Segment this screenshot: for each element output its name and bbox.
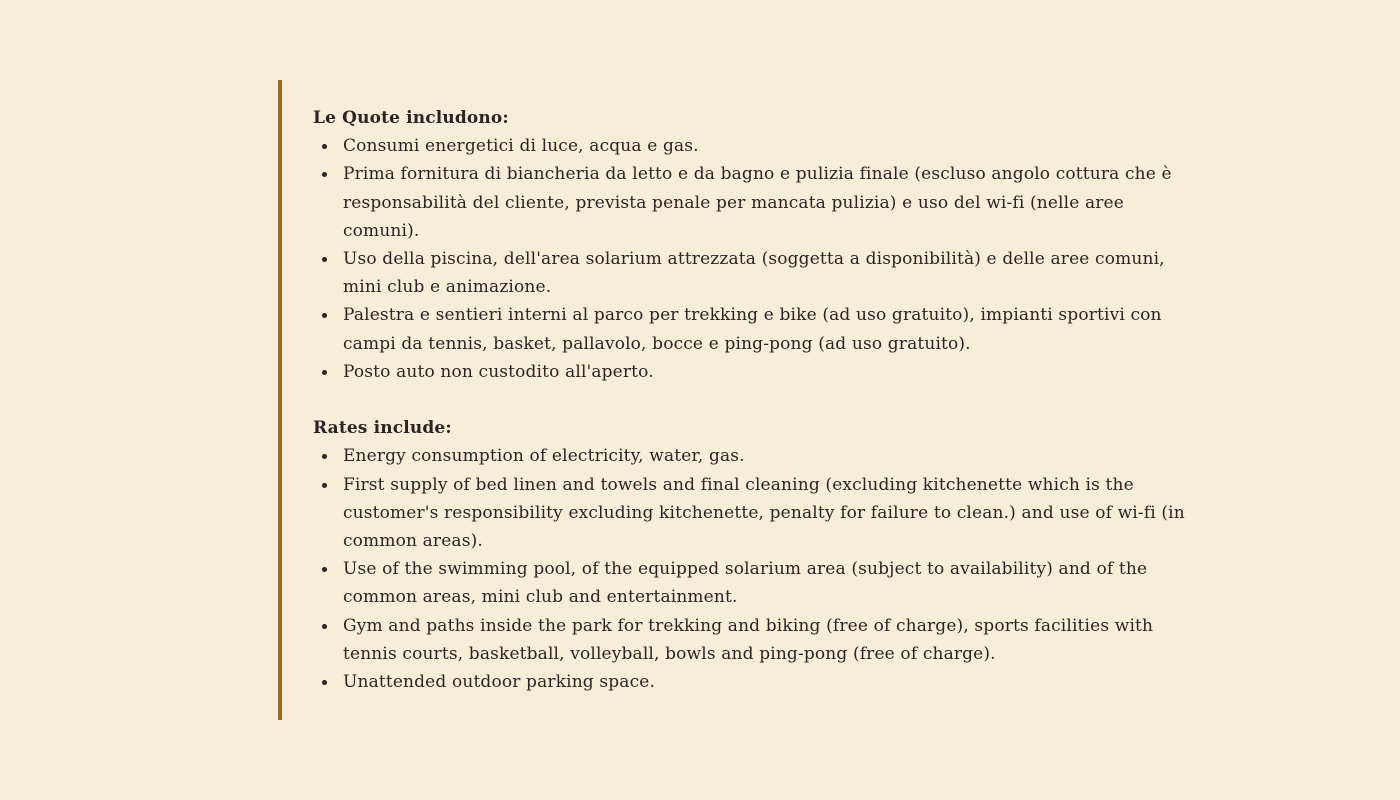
rates-panel <box>278 80 1198 720</box>
list-item <box>313 668 1193 696</box>
list-item-text: First supply of bed linen and towels and final cleaning (excluding kitchenette which is the customer's responsibility excluding kitchenette, penalty for failure to clean.) and use of wi-fi (in common areas). <box>343 474 1185 552</box>
list-item <box>313 160 1193 245</box>
rates-content <box>313 104 1193 696</box>
bullet-icon <box>322 313 327 318</box>
list-item <box>313 132 1193 160</box>
list-item-text: Gym and paths inside the park for trekking and biking (free of charge), sports facilities with tennis courts, basketball, volleyball, bowls and ping-pong (free of charge). <box>343 615 1154 664</box>
list-item <box>313 612 1193 668</box>
list-item <box>313 442 1193 470</box>
list-item-text: Palestra e sentieri interni al parco per trekking e bike (ad uso gratuito), impianti sportivi con campi da tennis, basket, pallavolo, bocce e ping-pong (ad uso gratuito). <box>343 305 1162 354</box>
bullet-icon <box>322 257 327 262</box>
list-item-text: Prima fornitura di biancheria da letto e da bagno e pulizia finale (escluso angolo cottura che è responsabilità del cliente, prevista penale per mancata pulizia) e uso del wi-fi (nelle aree comuni). <box>343 164 1172 241</box>
list-item-text: Uso della piscina, dell'area solarium attrezzata (soggetta a disponibilità) e delle aree comuni, mini club e animazione. <box>343 249 1165 298</box>
list-item-text: Use of the swimming pool, of the equipped solarium area (subject to availability) and of the common areas, mini club and entertainment. <box>343 559 1148 608</box>
italian-list <box>313 132 1193 386</box>
bullet-icon <box>322 567 327 572</box>
list-item-text: Unattended outdoor parking space. <box>343 672 656 693</box>
bullet-icon <box>322 144 327 149</box>
section-spacer <box>313 386 1193 414</box>
bullet-icon <box>322 454 327 459</box>
english-list <box>313 442 1193 696</box>
list-item <box>313 301 1193 357</box>
list-item <box>313 555 1193 611</box>
list-item <box>313 471 1193 556</box>
bullet-icon <box>322 483 327 488</box>
english-heading: Rates include: <box>313 418 452 439</box>
list-item <box>313 245 1193 301</box>
bullet-icon <box>322 370 327 375</box>
list-item-text: Consumi energetici di luce, acqua e gas. <box>343 136 699 157</box>
italian-heading: Le Quote includono: <box>313 108 509 128</box>
bullet-icon <box>322 624 327 629</box>
list-item-text: Energy consumption of electricity, water, gas. <box>343 446 745 467</box>
bullet-icon <box>322 680 327 685</box>
list-item-text: Posto auto non custodito all'aperto. <box>343 361 654 382</box>
list-item <box>313 358 1193 386</box>
bullet-icon <box>322 172 327 177</box>
